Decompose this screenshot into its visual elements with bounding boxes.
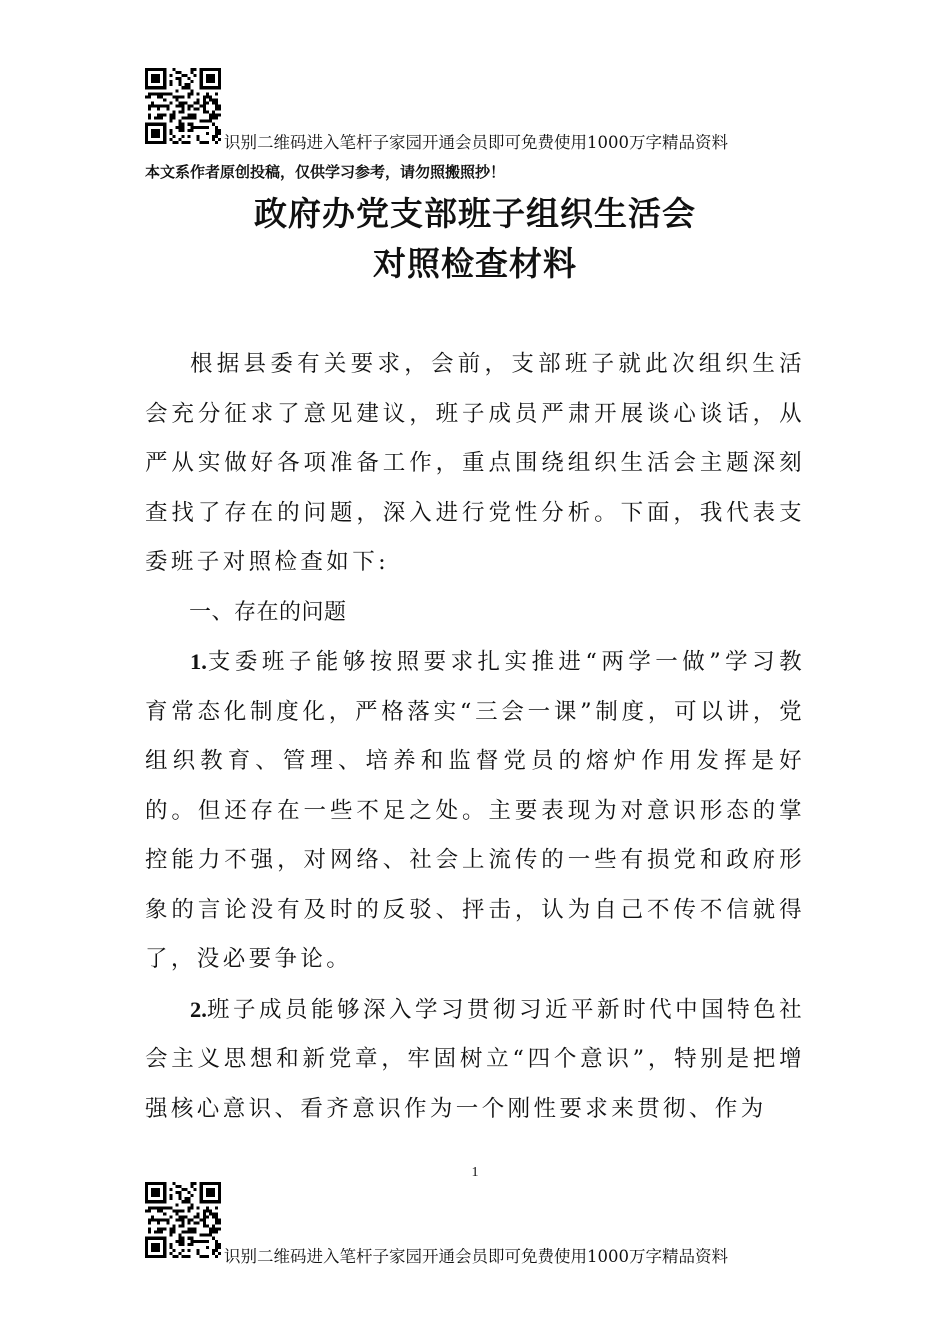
item-2-paragraph	[145, 985, 805, 1135]
author-notice: 本文系作者原创投稿，仅供学习参考，请勿照搬照抄！	[145, 163, 506, 181]
item-2-text: 班子成员能够深入学习贯彻习近平新时代中国特色社会主义思想和新党章，牢固树立“四个意识”，特别是把增强核心意识、看齐意识作为一个刚性要求来贯彻、作为	[145, 996, 805, 1122]
promo-text-bottom: 识别二维码进入笔杆子家园开通会员即可免费使用1000万字精品资料	[224, 1247, 728, 1266]
item-2-number: 2.	[190, 996, 207, 1022]
section-heading: 一、存在的问题	[189, 599, 347, 625]
document-body	[145, 340, 805, 1134]
document-title-line2: 对照检查材料	[373, 244, 577, 283]
item-1-number: 1.	[190, 649, 207, 674]
document-title-line1: 政府办党支部班子组织生活会	[254, 194, 696, 233]
item-1-paragraph	[145, 637, 805, 985]
intro-paragraph: 根据县委有关要求，会前，支部班子就此次组织生活会充分征求了意见建议，班子成员严肃开展谈心谈话，从严从实做好各项准备工作，重点围绕组织生活会主题深刻查找了存在的问题，深入进行党性分析。下面，我代表支委班子对照检查如下:	[145, 351, 805, 575]
item-1-text: 支委班子能够按照要求扎实推进“两学一做”学习教育常态化制度化，严格落实“三会一课”制度，可以讲，党组织教育、管理、培养和监督党员的熔炉作用发挥是好的。但还存在一些不足之处。主要表现为对意识形态的掌控能力不强，对网络、社会上流传的一些有损党和政府形象的言论没有及时的反驳、抨击，认为自己不传不信就得了，没必要争论。	[145, 649, 805, 972]
page-number: 1	[471, 1165, 479, 1180]
qr-code-icon[interactable]	[145, 68, 221, 144]
qr-code-icon[interactable]	[145, 1182, 221, 1258]
promo-text-top: 识别二维码进入笔杆子家园开通会员即可免费使用1000万字精品资料	[224, 133, 728, 152]
